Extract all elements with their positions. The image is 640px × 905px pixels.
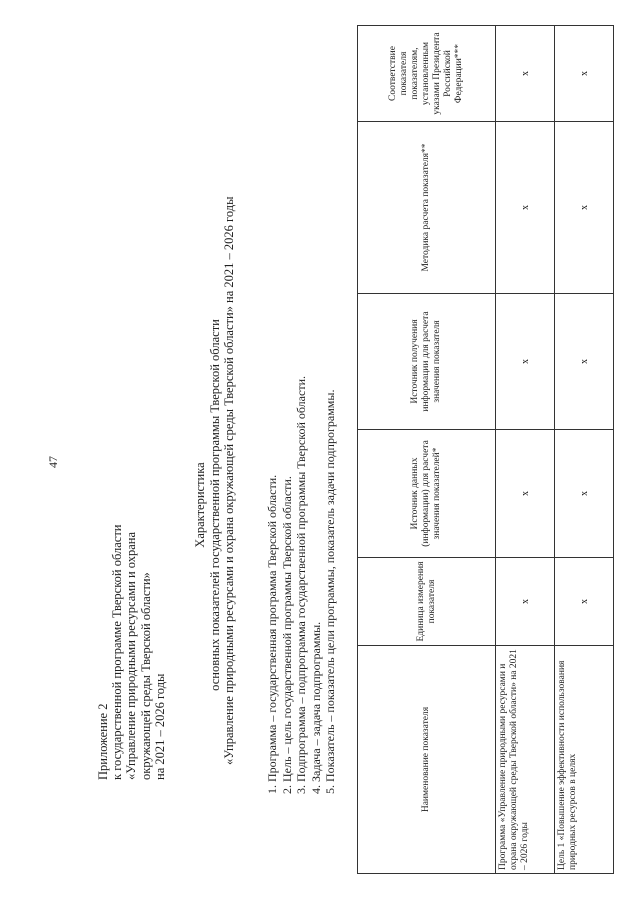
legend-item: 3. Подпрограмма – подпрограмма государственной программы Тверской области. xyxy=(294,376,309,794)
row-data-source: х xyxy=(496,430,555,558)
appendix-line: «Управление природными ресурсами и охрана xyxy=(124,531,139,780)
title-line: Характеристика xyxy=(193,462,207,548)
legend-item: 2. Цель – цель государственной программы Тверской области. xyxy=(279,476,294,794)
appendix-line: Приложение 2 xyxy=(96,703,110,780)
row-method: х xyxy=(496,122,555,294)
table-row xyxy=(496,26,555,874)
row-data-source: х xyxy=(555,430,614,558)
legend-item: 4. Задача – задача подпрограммы. xyxy=(308,621,323,794)
row-unit: х xyxy=(555,558,614,646)
row-name: Цель 1 «Повышение эффективности использования природных ресурсов в целях xyxy=(555,646,614,874)
row-compliance: х xyxy=(555,26,614,122)
header-indicator-name: Наименование показателя xyxy=(358,646,496,874)
legend-item: 5. Показатель – показатель цели программы, показатель задачи подпрограммы. xyxy=(323,389,338,794)
header-unit: Единица измерения показателя xyxy=(358,558,496,646)
page-number: 47 xyxy=(46,456,60,468)
appendix-header xyxy=(96,380,167,780)
header-method: Методика расчета показателя** xyxy=(358,122,496,294)
row-name: Программа «Управление природными ресурсами и охрана окружающей среды Тверской области» на 2021 – 2026 годы xyxy=(496,646,555,874)
appendix-line: к государственной программе Тверской области xyxy=(110,524,125,780)
row-method: х xyxy=(555,122,614,294)
title-line: «Управление природными ресурсами и охрана окружающей среды Тверской области» на 2021 – 2026 годы xyxy=(222,196,236,765)
indicators-table xyxy=(357,25,614,874)
row-info-source: х xyxy=(555,294,614,430)
appendix-line: окружающей среды Тверской области» xyxy=(138,572,153,780)
appendix-line: на 2021 – 2026 годы xyxy=(152,673,167,780)
table-row xyxy=(555,26,614,874)
row-info-source: х xyxy=(496,294,555,430)
header-info-source: Источник получения информации для расчета значения показателя xyxy=(358,294,496,430)
legend-item: 1. Программа – государственная программа Тверской области. xyxy=(265,474,279,794)
title-line: основных показателей государственной программы Тверской области xyxy=(207,319,222,691)
row-unit: х xyxy=(496,558,555,646)
table-header-row xyxy=(358,26,496,874)
document-title xyxy=(193,196,237,765)
header-data-source: Источник данных (информации) для расчета значения показателей* xyxy=(358,430,496,558)
legend-list xyxy=(265,376,338,794)
header-compliance: Соответствие показателя показателям, установленным указами Президента Российской Федерации*** xyxy=(358,26,496,122)
row-compliance: х xyxy=(496,26,555,122)
